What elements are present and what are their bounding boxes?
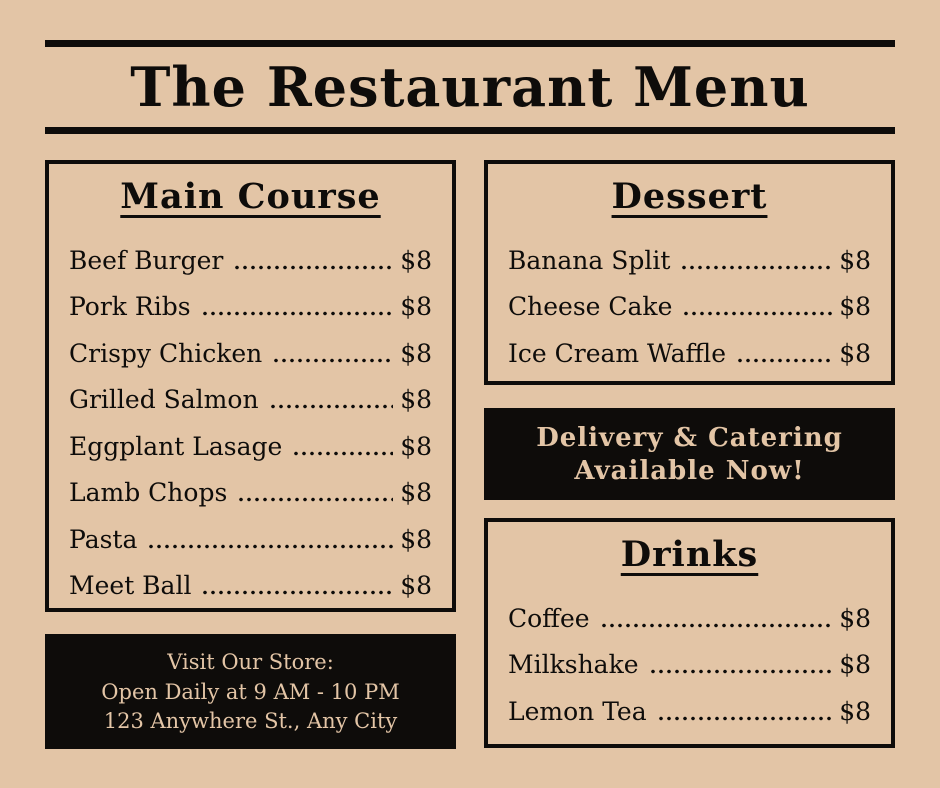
menu-item-row: [69, 371, 432, 418]
store-info-box: [45, 634, 456, 749]
menu-item-name: Coffee: [508, 603, 590, 633]
dot-leader: [269, 404, 394, 409]
menu-item-row: [508, 278, 871, 325]
menu-item-price: $8: [400, 431, 432, 461]
dessert-heading: [508, 176, 871, 217]
menu-item-price: $8: [400, 478, 432, 507]
menu-item-name: Pasta: [69, 524, 138, 554]
menu-item-price: $8: [400, 245, 432, 275]
menu-item-name: Lamb Chops: [69, 478, 228, 507]
menu-item-name: Crispy Chicken: [69, 338, 263, 368]
menu-item-price: $8: [400, 571, 432, 600]
store-info-line3: 123 Anywhere St., Any City: [103, 709, 398, 733]
dessert-heading-text: Dessert: [611, 176, 768, 217]
menu-item-row: [508, 231, 871, 278]
menu-item-name: Pork Ribs: [69, 292, 191, 321]
page-title: The Restaurant Menu: [130, 55, 810, 119]
delivery-banner-line1: Delivery & Catering: [536, 423, 843, 453]
dot-leader: [237, 497, 393, 502]
drinks-heading: [508, 534, 871, 575]
menu-item-name: Beef Burger: [69, 245, 224, 275]
menu-columns: [45, 160, 895, 749]
store-info-line2: Open Daily at 9 AM - 10 PM: [101, 679, 400, 704]
dot-leader: [600, 623, 833, 628]
dot-leader: [147, 544, 393, 549]
menu-item-name: Cheese Cake: [508, 292, 673, 321]
drinks-section: [484, 518, 895, 748]
menu-item-row: [69, 278, 432, 325]
top-rule: [45, 40, 895, 47]
menu-item-price: $8: [839, 603, 871, 633]
dot-leader: [233, 265, 393, 270]
menu-item-row: [69, 324, 432, 371]
delivery-banner: [484, 408, 895, 500]
menu-item-row: [69, 557, 432, 604]
store-info-line1: Visit Our Store:: [167, 650, 334, 674]
menu-item-price: $8: [839, 292, 871, 321]
dot-leader: [201, 590, 393, 595]
delivery-banner-line2: Available Now!: [574, 456, 805, 486]
dot-leader: [292, 451, 393, 456]
menu-item-name: Ice Cream Waffle: [508, 338, 727, 368]
menu-item-name: Milkshake: [508, 650, 639, 679]
dot-leader: [682, 311, 832, 316]
menu-item-row: [69, 231, 432, 278]
right-column: [484, 160, 895, 749]
menu-item-price: $8: [839, 245, 871, 275]
main-course-heading-text: Main Course: [120, 176, 381, 217]
menu-item-row: [69, 464, 432, 511]
menu-item-row: [69, 510, 432, 557]
left-column: [45, 160, 456, 749]
dot-leader: [680, 265, 832, 270]
dot-leader: [272, 358, 393, 363]
menu-item-name: Grilled Salmon: [69, 385, 259, 414]
menu-item-price: $8: [839, 338, 871, 368]
dot-leader: [649, 669, 833, 674]
menu-item-row: [508, 589, 871, 636]
menu-item-row: [69, 417, 432, 464]
menu-item-price: $8: [400, 385, 432, 414]
menu-item-price: $8: [400, 338, 432, 368]
menu-item-row: [508, 682, 871, 729]
menu-item-price: $8: [400, 292, 432, 321]
dot-leader: [736, 358, 832, 363]
dessert-section: [484, 160, 895, 385]
main-course-section: [45, 160, 456, 612]
drinks-heading-text: Drinks: [620, 534, 759, 575]
main-course-heading: [69, 176, 432, 217]
title-bottom-rule: [45, 127, 895, 134]
menu-item-price: $8: [839, 696, 871, 726]
dot-leader: [201, 311, 394, 316]
menu-item-name: Lemon Tea: [508, 696, 647, 726]
menu-item-price: $8: [839, 650, 871, 679]
menu-item-row: [508, 636, 871, 683]
menu-item-name: Banana Split: [508, 245, 671, 275]
menu-item-name: Eggplant Lasage: [69, 431, 283, 461]
menu-item-name: Meet Ball: [69, 571, 192, 600]
menu-item-row: [508, 324, 871, 371]
menu-item-price: $8: [400, 524, 432, 554]
dot-leader: [657, 716, 833, 721]
